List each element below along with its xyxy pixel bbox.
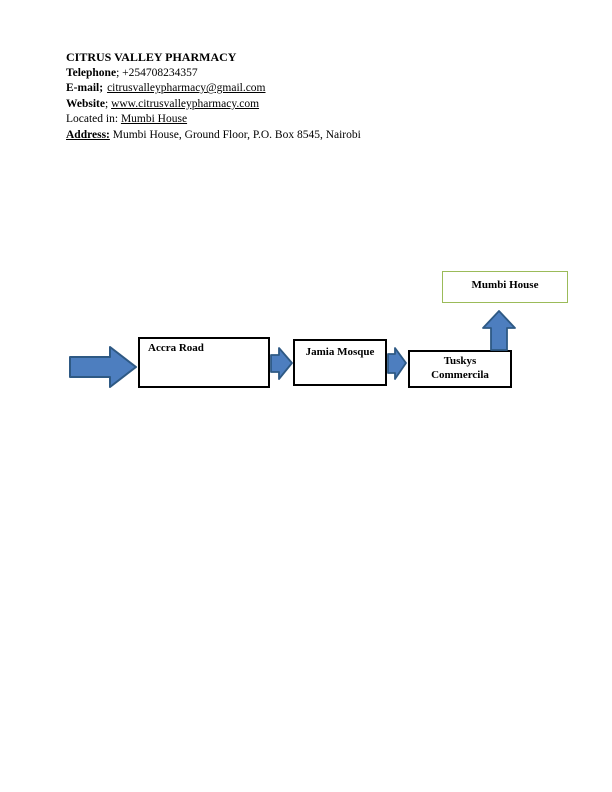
located-value: Mumbi House [120,113,188,126]
diagram-node-accra-road [138,337,270,388]
node-label-line1: Tuskys [443,355,477,367]
pharmacy-header [66,50,361,144]
address-label: Address: [66,128,110,141]
located-line [66,112,361,128]
email-line [66,81,361,97]
diagram-node-jamia-mosque [293,339,387,386]
node-label-line2: Commercila [431,368,489,381]
node-label: Mumbi House [471,279,539,291]
website-link[interactable]: www.citrusvalleypharmacy.com [111,97,260,110]
diagram-node-tuskys-commercila [408,350,512,388]
address-value: Mumbi House, Ground Floor, P.O. Box 8545, Nairobi [109,128,361,141]
located-prefix: Located in: [66,113,121,126]
arrow-right-icon [270,346,294,381]
email-label: E-mail; [66,82,104,95]
node-label: Jamia Mosque [305,346,375,358]
arrow-up-icon [482,310,516,351]
arrow-right-icon [387,346,408,381]
website-separator: ; [104,97,112,110]
diagram-node-mumbi-house [442,271,568,303]
website-line [66,97,361,113]
telephone-label: Telephone [66,66,117,79]
arrow-right-icon [69,346,138,388]
website-label: Website [66,97,105,110]
telephone-line [66,66,361,82]
address-line [66,128,361,144]
pharmacy-name: CITRUS VALLEY PHARMACY [66,50,237,64]
node-label: Accra Road [148,342,204,354]
telephone-value: ; +254708234357 [116,66,198,79]
email-link[interactable]: citrusvalleypharmacy@gmail.com [107,82,266,95]
